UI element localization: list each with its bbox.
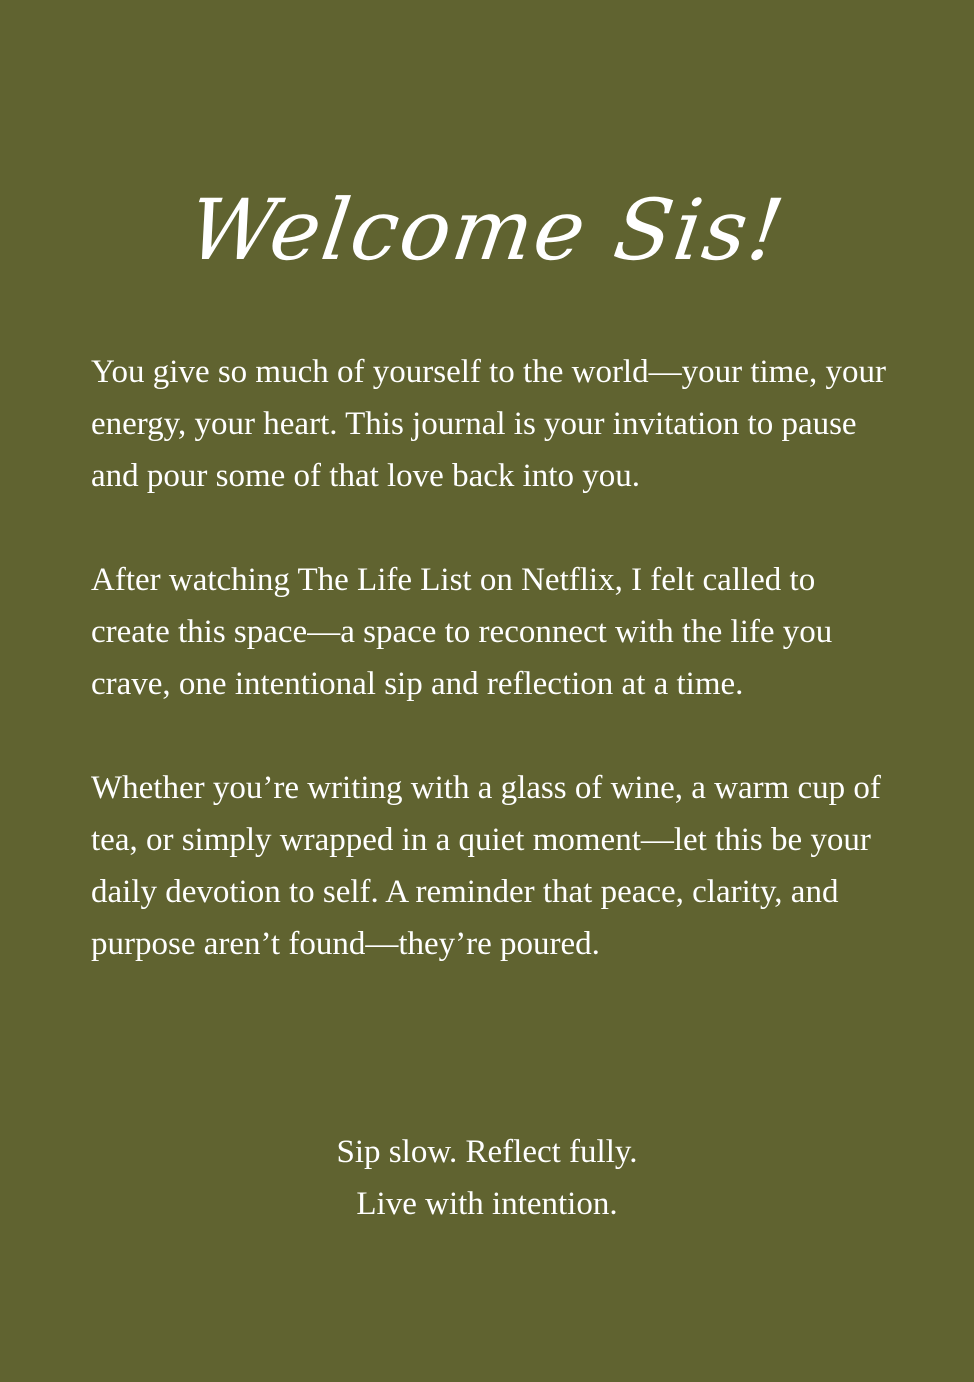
intro-text <box>91 346 891 970</box>
closing-line-2: Live with intention. <box>356 1186 618 1222</box>
intro-paragraph-2: After watching The Life List on Netflix, I felt called to create this space—a space to reconnect with the life you crave, one intentional sip and reflection at a time. <box>91 562 833 702</box>
intro-paragraph-1: You give so much of yourself to the world—your time, your energy, your heart. This journal is your invitation to pause and pour some of that love back into you. <box>91 354 886 494</box>
welcome-heading: Welcome Sis! <box>182 181 792 279</box>
intro-paragraph-3: Whether you’re writing with a glass of wine, a warm cup of tea, or simply wrapped in a quiet moment—let this be your daily devotion to self. A reminder that peace, clarity, and purpose aren’t found—they’re poured. <box>91 770 881 962</box>
closing-line-1: Sip slow. Reflect fully. <box>336 1134 638 1170</box>
closing-motto <box>0 1126 974 1230</box>
